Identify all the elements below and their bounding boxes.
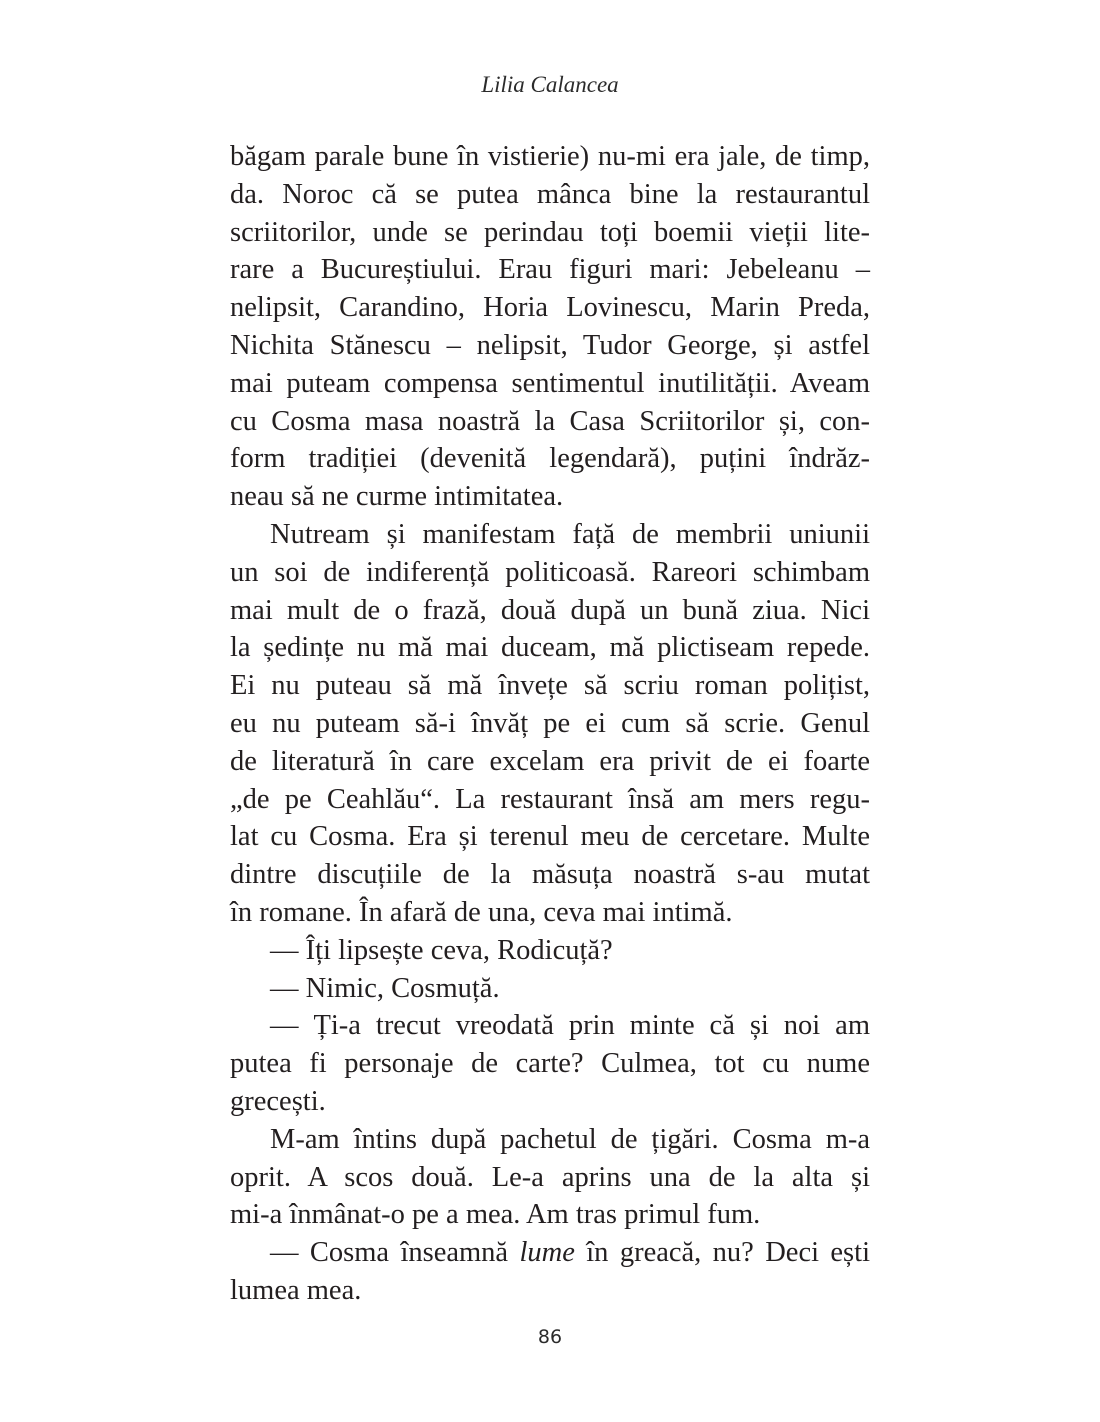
text-line: Ei nu puteau să mă învețe să scriu roman polițist, — [230, 670, 870, 702]
text-line: rare a Bucureștiului. Erau figuri mari: Jebeleanu – — [230, 254, 870, 286]
text-line: putea fi personaje de carte? Culmea, tot cu nume — [230, 1048, 870, 1080]
text-line: Nutream și manifestam față de membrii uniunii — [270, 518, 870, 550]
text-line: neau să ne curme intimitatea. — [230, 481, 564, 513]
text-line: mi-a înmânat-o pe a mea. Am tras primul fum. — [230, 1199, 761, 1231]
text-line: nelipsit, Carandino, Horia Lovinescu, Marin Preda, — [230, 292, 870, 324]
body-text — [230, 138, 870, 1310]
text-line: eu nu puteam să-i învăț pe ei cum să scrie. Genul — [230, 707, 870, 739]
text-segment: — Cosma înseamnă — [270, 1237, 520, 1269]
dialogue-line: — Ți-a trecut vreodată prin minte că și noi am — [270, 1010, 870, 1042]
text-line: lumea mea. — [230, 1274, 362, 1306]
italic-word: lume — [519, 1237, 575, 1269]
running-head-author: Lilia Calancea — [481, 72, 619, 97]
text-line: dintre discuțiile de la măsuța noastră s-au mutat — [230, 859, 870, 891]
text-line: scriitorilor, unde se perindau toți boemii vieții lite- — [230, 216, 870, 248]
text-segment: în greacă, nu? Deci ești — [574, 1237, 870, 1269]
text-line: un soi de indiferență politicoasă. Rareori schimbam — [230, 556, 870, 588]
text-line: cu Cosma masa noastră la Casa Scriitorilor și, con- — [230, 405, 870, 437]
text-line: oprit. A scos două. Le-a aprins una de la alta și — [230, 1161, 870, 1193]
text-line: grecești. — [230, 1085, 326, 1117]
page-number: 86 — [537, 1326, 563, 1348]
dialogue-line — [230, 1234, 870, 1272]
text-line: form tradiției (devenită legendară), puțini îndrăz- — [230, 443, 870, 475]
text-line: în romane. În afară de una, ceva mai intimă. — [230, 896, 733, 928]
text-line: lat cu Cosma. Era și terenul meu de cercetare. Multe — [230, 821, 870, 853]
text-line: de literatură în care excelam era privit de ei foarte — [230, 745, 870, 777]
text-line: mai mult de o frază, două după un bună ziua. Nici — [230, 594, 870, 626]
text-line: „de pe Ceahlău“. La restaurant însă am mers regu- — [230, 783, 870, 815]
text-line: băgam parale bune în vistierie) nu-mi era jale, de timp, — [230, 141, 870, 172]
text-line: Nichita Stănescu – nelipsit, Tudor George, și astfel — [230, 329, 870, 361]
text-line: M-am întins după pachetul de țigări. Cosma m-a — [270, 1123, 870, 1155]
dialogue-line: — Nimic, Cosmuță. — [270, 972, 500, 1004]
text-line: la ședințe nu mă mai duceam, mă plictiseam repede. — [230, 632, 870, 664]
text-line: mai puteam compensa sentimentul inutilității. Aveam — [230, 367, 870, 399]
text-line: da. Noroc că se putea mânca bine la restaurantul — [230, 178, 870, 210]
dialogue-line: — Îți lipsește ceva, Rodicuță? — [270, 934, 613, 966]
